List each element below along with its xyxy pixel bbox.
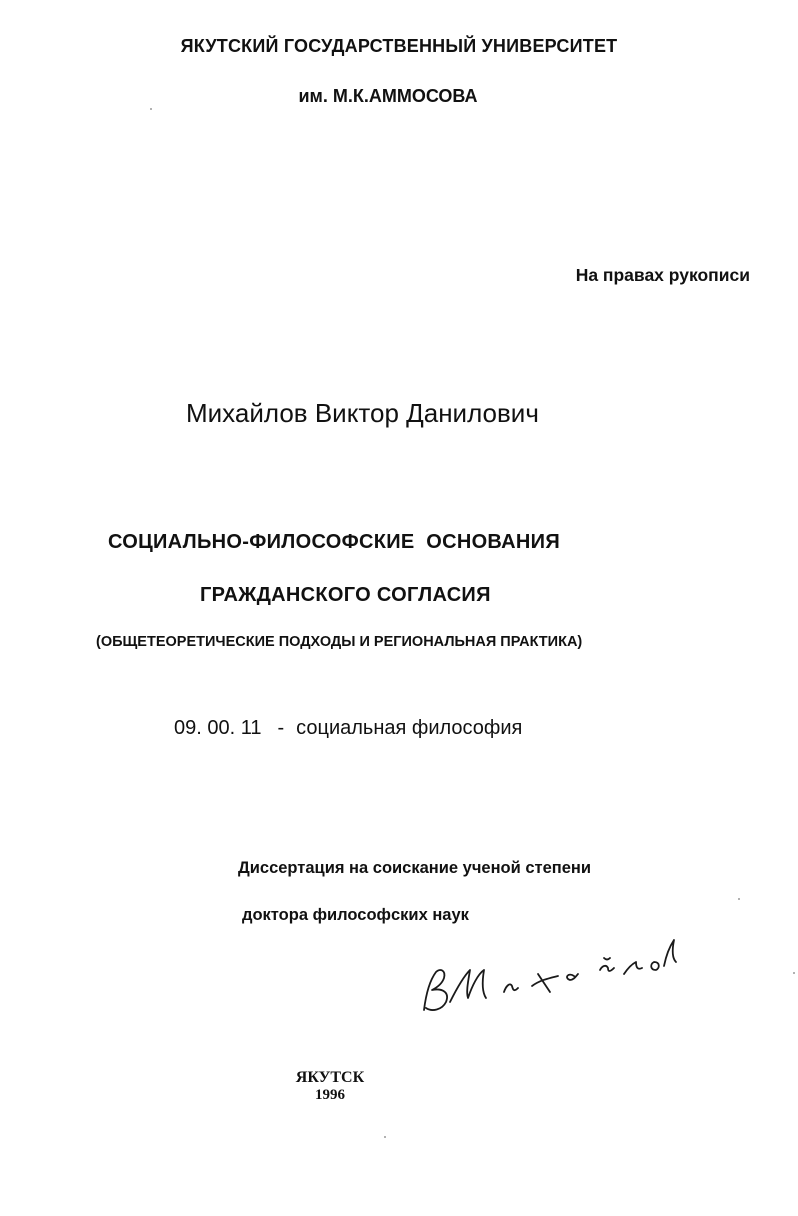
- scan-speck: [738, 898, 740, 900]
- place-of-publication: ЯКУТСК: [295, 1069, 365, 1086]
- handwritten-signature: [414, 932, 684, 1022]
- manuscript-rights-note: На правах рукописи: [575, 265, 750, 285]
- specialty-separator: -: [277, 717, 285, 739]
- signature-strokes: [424, 940, 676, 1010]
- scan-speck: [384, 1136, 386, 1138]
- specialty-name: социальная философия: [296, 717, 523, 739]
- specialty: [174, 717, 522, 740]
- author-name: Михайлов Виктор Данилович: [186, 398, 539, 428]
- specialty-code: 09. 00. 11: [174, 717, 262, 739]
- degree-statement-line-2: доктора философских наук: [242, 906, 469, 924]
- university-name: ЯКУТСКИЙ ГОСУДАРСТВЕННЫЙ УНИВЕРСИТЕТ: [180, 36, 618, 56]
- university-named-after: им. М.К.АММОСОВА: [298, 86, 478, 106]
- scan-speck: [150, 108, 152, 110]
- scan-speck: [793, 972, 795, 974]
- publication-year: 1996: [315, 1087, 345, 1103]
- dissertation-title-line-2: ГРАЖДАНСКОГО СОГЛАСИЯ: [200, 584, 491, 606]
- dissertation-subtitle: (ОБЩЕТЕОРЕТИЧЕСКИЕ ПОДХОДЫ И РЕГИОНАЛЬНАЯ ПРАКТИКА): [96, 634, 583, 650]
- degree-statement-line-1: Диссертация на соискание ученой степени: [238, 859, 592, 877]
- dissertation-title-line-1: СОЦИАЛЬНО-ФИЛОСОФСКИЕ ОСНОВАНИЯ: [108, 531, 561, 553]
